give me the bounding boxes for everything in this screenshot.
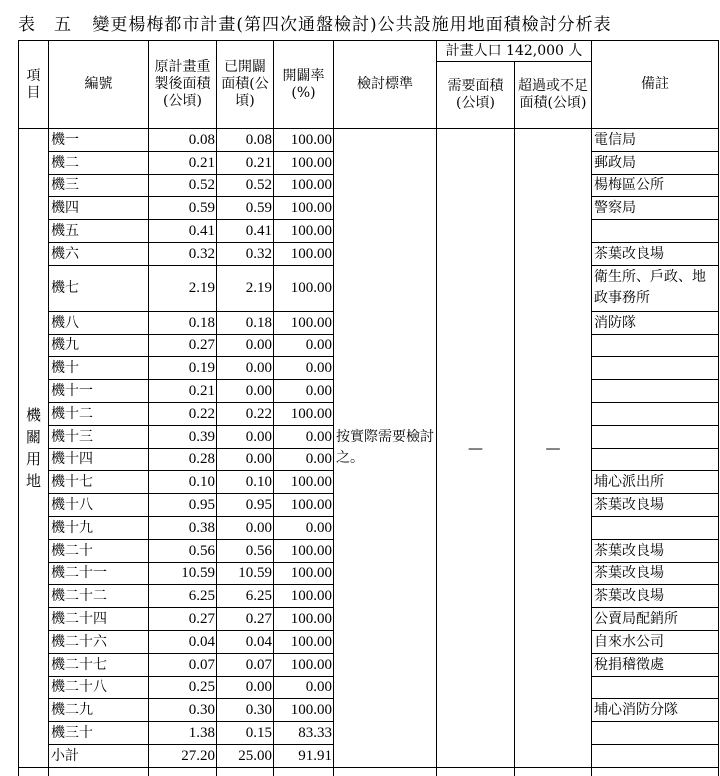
planned-area-cell: 0.21 [149, 151, 217, 174]
code-cell: 機十 [49, 357, 149, 380]
planned-area-cell: 0.52 [149, 174, 217, 197]
planned-area-cell: 1.38 [149, 722, 217, 745]
rate-cell: 100.00 [274, 311, 334, 334]
developed-area-cell: 0.00 [217, 425, 274, 448]
table-row [19, 129, 719, 152]
rate-cell: 100.00 [274, 539, 334, 562]
planned-area-cell: 0.21 [149, 380, 217, 403]
rate-cell: 100.00 [274, 174, 334, 197]
code-cell: 機十七 [49, 471, 149, 494]
planned-area-cell: 0.07 [149, 653, 217, 676]
code-cell: 機九 [49, 334, 149, 357]
developed-area-cell: 0.30 [217, 699, 274, 722]
remark-cell: 埔心消防分隊 [592, 699, 719, 722]
developed-area-cell: 6.25 [217, 585, 274, 608]
header-population: 計畫人口 142,000 人 [437, 41, 592, 62]
header-code: 編號 [49, 41, 149, 129]
code-cell: 機二十 [49, 539, 149, 562]
rate-cell: 100.00 [274, 402, 334, 425]
planned-area-cell: 0.18 [149, 311, 217, 334]
remark-cell [592, 334, 719, 357]
planned-area-cell: 0.22 [149, 402, 217, 425]
developed-area-cell: 0.22 [217, 402, 274, 425]
planned-area-cell: 6.25 [149, 585, 217, 608]
rate-cell: 100.00 [274, 608, 334, 631]
remark-cell: 楊梅區公所 [592, 174, 719, 197]
rate-cell: 100.00 [274, 471, 334, 494]
code-cell: 機五 [49, 220, 149, 243]
planned-area-cell: 0.08 [149, 129, 217, 152]
header-excess-deficit: 超過或不足面積(公頃) [515, 62, 592, 129]
rate-cell: 0.00 [274, 357, 334, 380]
developed-area-cell: 0.00 [217, 357, 274, 380]
planned-area-cell: 0.27 [149, 608, 217, 631]
remark-cell [592, 425, 719, 448]
developed-area-cell: 0.00 [217, 516, 274, 539]
code-cell: 機二十六 [49, 630, 149, 653]
code-cell: 機二十七 [49, 653, 149, 676]
developed-area-cell: 0.27 [217, 608, 274, 631]
code-cell: 機二十一 [49, 562, 149, 585]
rate-cell: 0.00 [274, 448, 334, 471]
developed-area-cell: 0.10 [217, 471, 274, 494]
developed-area-cell: 2.19 [217, 265, 274, 311]
table-label: 表 五 [18, 15, 72, 35]
developed-area-cell: 0.95 [217, 494, 274, 517]
rate-cell: 0.00 [274, 425, 334, 448]
planned-area-cell: 27.20 [149, 744, 217, 767]
required-area-cell: — [437, 129, 515, 768]
remark-cell: 電信局 [592, 129, 719, 152]
planned-area-cell: 0.25 [149, 676, 217, 699]
rate-cell: 100.00 [274, 562, 334, 585]
code-cell: 機十三 [49, 425, 149, 448]
header-remarks: 備註 [592, 41, 719, 129]
planned-area-cell: 0.10 [149, 471, 217, 494]
planned-area-cell: 0.39 [149, 425, 217, 448]
code-cell: 機十二 [49, 402, 149, 425]
planned-area-cell: 2.19 [149, 265, 217, 311]
category-cell: 機關用地 [19, 129, 49, 768]
header-required-area: 需要面積(公頃) [437, 62, 515, 129]
planned-area-cell: 10.59 [149, 562, 217, 585]
remark-cell [592, 516, 719, 539]
planned-area-cell: 0.32 [149, 242, 217, 265]
planned-area-cell: 0.27 [149, 334, 217, 357]
rate-cell: 100.00 [274, 630, 334, 653]
code-cell: 機十九 [49, 516, 149, 539]
table-title [18, 12, 718, 38]
table-body [19, 129, 719, 776]
rate-cell: 100.00 [274, 197, 334, 220]
remark-cell [592, 357, 719, 380]
developed-area-cell: 25.00 [217, 744, 274, 767]
rate-cell: 100.00 [274, 265, 334, 311]
remark-cell: 警察局 [592, 197, 719, 220]
remark-cell [592, 402, 719, 425]
remark-cell [592, 448, 719, 471]
remark-cell: 郵政局 [592, 151, 719, 174]
rate-cell: 100.00 [274, 494, 334, 517]
code-cell: 機三十 [49, 722, 149, 745]
remark-cell: 茶葉改良場 [592, 585, 719, 608]
continuation-row [19, 767, 719, 776]
remark-cell [592, 220, 719, 243]
header-rate: 開闢率(%) [274, 41, 334, 129]
remark-cell: 稅捐稽徵處 [592, 653, 719, 676]
code-cell: 機十一 [49, 380, 149, 403]
code-cell: 機二 [49, 151, 149, 174]
rate-cell: 100.00 [274, 242, 334, 265]
code-cell: 機十八 [49, 494, 149, 517]
remark-cell: 茶葉改良場 [592, 494, 719, 517]
code-cell: 機四 [49, 197, 149, 220]
code-cell: 機二十四 [49, 608, 149, 631]
developed-area-cell: 0.00 [217, 380, 274, 403]
code-cell: 機三 [49, 174, 149, 197]
developed-area-cell: 0.32 [217, 242, 274, 265]
remark-cell [592, 744, 719, 767]
developed-area-cell: 0.52 [217, 174, 274, 197]
rate-cell: 100.00 [274, 653, 334, 676]
code-cell: 機二十八 [49, 676, 149, 699]
header-planned-area: 原計畫重製後面積(公頃) [149, 41, 217, 129]
code-cell: 機十四 [49, 448, 149, 471]
planned-area-cell: 0.38 [149, 516, 217, 539]
rate-cell: 100.00 [274, 129, 334, 152]
planned-area-cell: 0.41 [149, 220, 217, 243]
code-cell: 機八 [49, 311, 149, 334]
remark-cell: 衛生所、戶政、地政事務所 [592, 265, 719, 311]
developed-area-cell: 0.59 [217, 197, 274, 220]
planned-area-cell: 0.28 [149, 448, 217, 471]
rate-cell: 83.33 [274, 722, 334, 745]
remark-cell [592, 380, 719, 403]
planned-area-cell: 0.04 [149, 630, 217, 653]
developed-area-cell: 0.41 [217, 220, 274, 243]
developed-area-cell: 0.56 [217, 539, 274, 562]
remark-cell: 公賣局配銷所 [592, 608, 719, 631]
remark-cell: 茶葉改良場 [592, 539, 719, 562]
planned-area-cell: 0.95 [149, 494, 217, 517]
developed-area-cell: 0.00 [217, 448, 274, 471]
rate-cell: 100.00 [274, 699, 334, 722]
rate-cell: 91.91 [274, 744, 334, 767]
code-cell: 小計 [49, 744, 149, 767]
remark-cell [592, 676, 719, 699]
table-heading: 變更楊梅都市計畫(第四次通盤檢討)公共設施用地面積檢討分析表 [92, 15, 612, 35]
remark-cell: 消防隊 [592, 311, 719, 334]
header-developed-area: 已開闢面積(公頃) [217, 41, 274, 129]
developed-area-cell: 0.15 [217, 722, 274, 745]
developed-area-cell: 0.04 [217, 630, 274, 653]
remark-cell: 埔心派出所 [592, 471, 719, 494]
excess-deficit-cell: — [515, 129, 592, 768]
developed-area-cell: 0.21 [217, 151, 274, 174]
planned-area-cell: 0.56 [149, 539, 217, 562]
header-item: 項目 [19, 41, 49, 129]
developed-area-cell: 10.59 [217, 562, 274, 585]
developed-area-cell: 0.08 [217, 129, 274, 152]
rate-cell: 0.00 [274, 516, 334, 539]
standard-cell: 按實際需要檢討之。 [334, 129, 437, 768]
remark-cell: 茶葉改良場 [592, 562, 719, 585]
rate-cell: 100.00 [274, 585, 334, 608]
planned-area-cell: 0.30 [149, 699, 217, 722]
rate-cell: 100.00 [274, 151, 334, 174]
code-cell: 機二九 [49, 699, 149, 722]
remark-cell: 茶葉改良場 [592, 242, 719, 265]
remark-cell [592, 722, 719, 745]
facility-area-table [18, 40, 719, 776]
header-standard: 檢討標準 [334, 41, 437, 129]
remark-cell: 自來水公司 [592, 630, 719, 653]
code-cell: 機六 [49, 242, 149, 265]
rate-cell: 0.00 [274, 676, 334, 699]
rate-cell: 0.00 [274, 334, 334, 357]
code-cell: 機七 [49, 265, 149, 311]
planned-area-cell: 0.59 [149, 197, 217, 220]
developed-area-cell: 0.00 [217, 334, 274, 357]
developed-area-cell: 0.00 [217, 676, 274, 699]
rate-cell: 100.00 [274, 220, 334, 243]
rate-cell: 0.00 [274, 380, 334, 403]
code-cell: 機一 [49, 129, 149, 152]
code-cell: 機二十二 [49, 585, 149, 608]
developed-area-cell: 0.07 [217, 653, 274, 676]
developed-area-cell: 0.18 [217, 311, 274, 334]
planned-area-cell: 0.19 [149, 357, 217, 380]
